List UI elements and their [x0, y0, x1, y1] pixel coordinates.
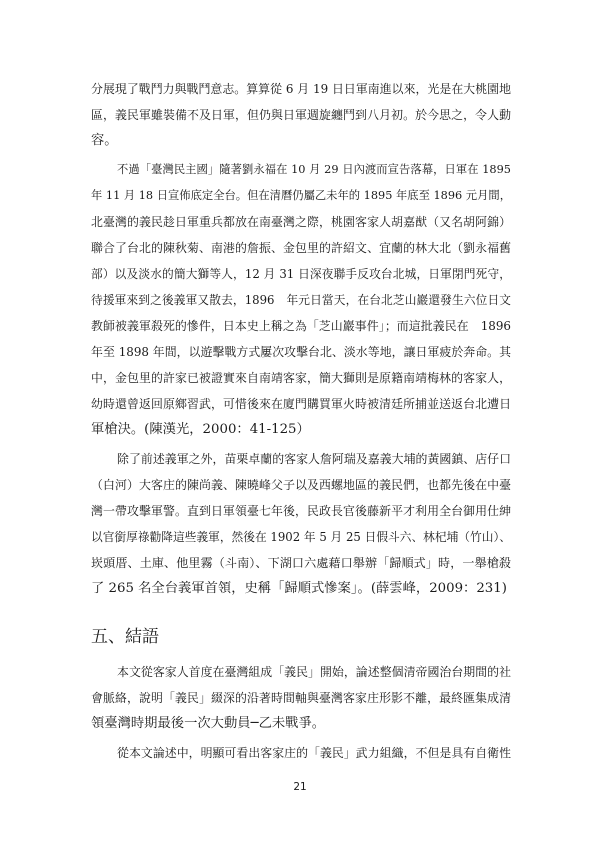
paragraph-1-line-3: 容。: [91, 133, 118, 148]
paragraph-2-line-11: 軍槍決。(陳漢光，2000：41-125）: [91, 422, 310, 437]
paragraph-2-line-7: 教師被義軍殺死的慘件，日本史上稱之為「芝山巖事件」；而這批義民在 1896: [91, 319, 511, 333]
paragraph-2-line-10: 幼時還曾返回原鄉習武，可惜後來在廈門購買軍火時被清廷所捕並送返台北遭日: [91, 397, 511, 411]
paragraph-2-line-9: 中，金包里的許家已被證實來自南靖客家，簡大獅則是原籍南靖梅林的客家人，: [91, 371, 511, 385]
paragraph-5-line-1: 從本文論述中，明顯可看出客家庄的「義民」武力組織，不但是具有自衛性: [117, 746, 511, 760]
paragraph-4-line-2: 會脈絡，說明「義民」綴深的沿著時間軸與臺灣客家庄形影不離，最終匯集成清: [91, 691, 511, 705]
paragraph-2-line-2: 年 11 月 18 日宣佈底定全台。但在清曆仍屬乙未年的 1895 年底至 1896 元月間，: [91, 189, 511, 202]
paragraph-3-line-2: （白河）大客庄的陳尚義、陳曉峰父子以及西螺地區的義民們，也都先後在中臺: [91, 478, 511, 492]
paragraph-3-line-5: 崁頭厝、土庫、他里霧（斗南）、下湖口六處藉口舉辦「歸順式」時，一舉槍殺: [91, 556, 511, 570]
paragraph-1-line-2: 區，義民軍雖裝備不及日軍，但仍與日軍週旋纏鬥到八月初。於今思之，令人動: [91, 108, 511, 122]
paragraph-3-line-4: 以官銜厚祿勸降這些義軍，然後在 1902 年 5 月 25 日假斗六、林杞埔（竹山）、: [91, 530, 511, 544]
paragraph-2-line-8: 年至 1898 年間，以遊擊戰方式屢次攻擊台北、淡水等地，讓日軍疲於奔命。其: [91, 345, 511, 359]
paragraph-2-line-5: 部）以及淡水的簡大獅等人，12 月 31 日深夜聯手反攻台北城，日軍閉門死守，: [91, 267, 511, 281]
paragraph-1-line-1: 分展現了戰鬥力與戰鬥意志。算算從 6 月 19 日日軍南進以來，光是在大桃園地: [91, 82, 511, 96]
paragraph-2-line-6: 待援軍來到之後義軍又散去，1896 年元日當天，在台北芝山巖還發生六位日文: [91, 293, 511, 307]
paragraph-4-line-1: 本文從客家人首度在臺灣組成「義民」開始，論述整個清帝國治台期間的社: [117, 665, 511, 679]
section-heading: 五、結語: [91, 627, 159, 647]
paragraph-2-line-4: 聯合了台北的陳秋菊、南港的詹振、金包里的許紹文、宜蘭的林大北（劉永福舊: [91, 241, 511, 255]
paragraph-3-line-1: 除了前述義軍之外，苗栗卓蘭的客家人詹阿瑞及嘉義大埔的黃國鎮、店仔口: [117, 452, 511, 466]
paragraph-2-line-3: 北臺灣的義民趁日軍重兵都放在南臺灣之際，桃園客家人胡嘉猷（又名胡阿錦）: [91, 215, 511, 229]
paragraph-3-line-6: 了 265 名全台義軍首領，史稱「歸順式慘案」。(薛雲峰，2009：231): [91, 581, 507, 596]
paragraph-2-line-1: 不過「臺灣民主國」隨著劉永福在 10 月 29 日內渡而宣告落幕，日軍在 1895: [117, 163, 511, 176]
page-number: 21: [293, 781, 307, 793]
paragraph-3-line-3: 灣一帶攻擊軍警。直到日軍領臺七年後，民政長官後藤新平才利用全台御用仕紳: [91, 504, 511, 518]
paragraph-4-line-3: 領臺灣時期最後一次大動員─乙未戰爭。: [91, 716, 326, 731]
